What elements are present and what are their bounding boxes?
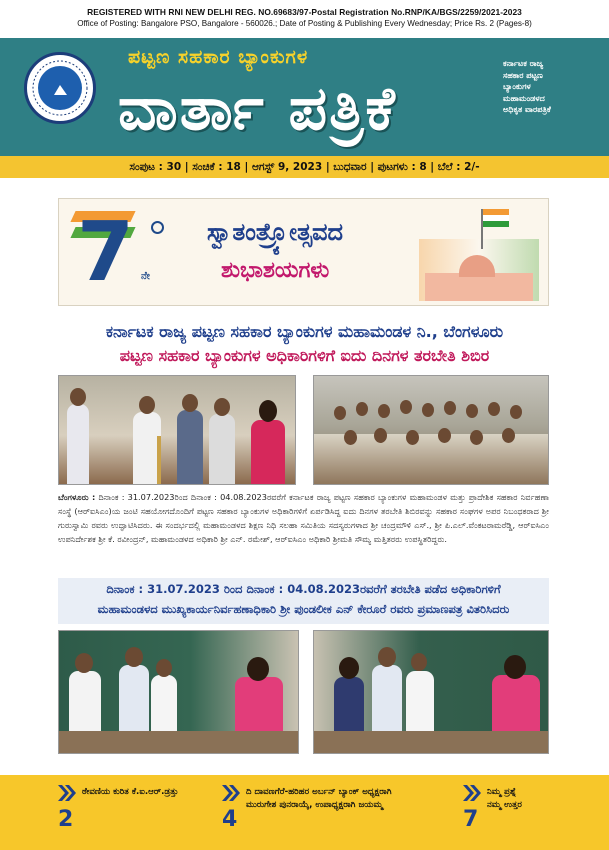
caption-line-1: ದಿನಾಂಕ : 31.07.2023 ರಿಂದ ದಿನಾಂಕ : 04.08.2023ರವರೆಗೆ ತರಬೇತಿ ಪಡೆದ ಅಧಿಕಾರಿಗಳಿಗೆ xyxy=(106,582,501,596)
footer-text-line: ನಮ್ಮ ಉತ್ತರ xyxy=(487,800,522,810)
side-note-line: ಅಧಿಕೃತ ವಾರಪತ್ರಿಕೆ xyxy=(503,105,551,114)
footer-item[interactable] xyxy=(222,785,462,845)
red-fort-illustration xyxy=(419,239,539,301)
side-note-line: ಕರ್ನಾಟಕ ರಾಜ್ಯ xyxy=(503,59,544,68)
headline-training-camp: ಪಟ್ಟಣ ಸಹಕಾರ ಬ್ಯಾಂಕುಗಳ ಅಧಿಕಾರಿಗಳಿಗೆ ಐದು ದಿನಗಳ ತರಬೇತಿ ಶಿಬಿರ xyxy=(119,346,490,365)
certificate-caption xyxy=(58,578,549,624)
double-chevron-right-icon xyxy=(463,785,481,801)
registration-line-2: Office of Posting: Bangalore PSO, Bangalore - 560026.; Date of Posting & Publishing Every Wednesday; Price Rs. 2 (Pages-8) xyxy=(77,19,532,28)
newspaper-title: ವಾರ್ತಾ ಪತ್ರಿಕೆ xyxy=(118,74,397,144)
footer-item[interactable] xyxy=(58,785,228,845)
masthead-side-note xyxy=(503,58,603,116)
footer-page-number: 7 xyxy=(463,807,479,832)
footer-item-text xyxy=(246,786,392,812)
article-text: ದಿನಾಂಕ : 31.07.2023ರಿಂದ ದಿನಾಂಕ : 04.08.2023ರವರೆಗೆ ಕರ್ನಾಟಕ ರಾಜ್ಯ ಪಟ್ಟಣ ಸಹಕಾರ ಬ್ಯಾಂಕುಗಳ ಮಹಾಮಂಡಳ ಮತ್ತು ಪ್ರಾದೇಶಿಕ ಸಹಕಾರ ನಿರ್ವಹಣಾ ಸಂಸ್ಥೆ (ಆರ್‌ಐಸಿಎಂ)ಯ ಜಂಟಿ ಸಹಯೋಗದೊಂದಿಗೆ ಪಟ್ಟಣ ಸಹಕಾರ ಬ್ಯಾಂಕುಗಳ ಅಧಿಕಾರಿಗಳಿಗೆ ಏರ್ಪಡಿಸಿದ್ದ ಐದು ದಿನಗಳ ತರಬೇತಿ ಶಿಬಿರವನ್ನು ಸಹಕಾರ ಸಂಘಗಳ ಅಪರ ನಿಬಂಧಕರಾದ ಶ್ರೀ ಗುರುಸ್ವಾಮಿ ರವರು ಉದ್ಘಾಟಿಸಿದರು. ಈ ಸಂದರ್ಭದಲ್ಲಿ ಮಹಾಮಂಡಳದ ಶಿಕ್ಷಣ ನಿಧಿ ಸಲಹಾ ಸಮಿತಿಯ ಸದಸ್ಯರುಗಳಾದ ಶ್ರೀ ಚಂದ್ರಮೌಳಿ ಎಸ್., ಶ್ರೀ ಪಿ.ಎಲ್.ವೆಂಕಟರಾಮರೆಡ್ಡಿ, ಆರ್‌ಐಸಿಎಂ ಉಪನಿರ್ದೇಶಕ ಶ್ರೀ ಕೆ. ರವೀಂದ್ರನ್, ಮಹಾಮಂಡಳದ ಅಧಿಕಾರಿ ಶ್ರೀ ಎನ್. ರಮೇಶ್, ಆರ್‌ಐಸಿಎಂ ಅಧಿಕಾರಿ ಶ್ರೀಮತಿ ಸೌಮ್ಯ ಮತ್ತಿತರರು ಉಪಸ್ಥಿತರಿದ್ದರು. xyxy=(58,492,549,544)
banner-title-line-2: ಶುಭಾಶಯಗಳು xyxy=(221,257,330,283)
ashoka-chakra-icon xyxy=(151,221,164,234)
registration-line-1: REGISTERED WITH RNI NEW DELHI REG. NO.69683/97-Postal Registration No.RNP/KA/BGS/2259/2021-2023 xyxy=(87,7,522,17)
independence-day-banner xyxy=(58,198,549,306)
photo-group-participants xyxy=(313,375,549,485)
footer-text-line: ನಿಮ್ಮ ಪ್ರಶ್ನೆ xyxy=(487,787,517,797)
india-flag-icon xyxy=(483,209,509,227)
double-chevron-right-icon xyxy=(222,785,240,801)
footer-page-number: 2 xyxy=(58,807,74,832)
footer-page-number: 4 xyxy=(222,807,238,832)
banner-number-suffix: ನೇ xyxy=(141,271,150,282)
banner-title-line-1: ಸ್ವಾತಂತ್ರ್ಯೋತ್ಸವದ xyxy=(207,217,344,246)
photo-certificate-distribution-1 xyxy=(58,630,299,754)
double-chevron-right-icon xyxy=(58,785,76,801)
federation-seal-logo xyxy=(24,52,96,124)
footer-text-line: ದಿ ದಾವಣಗೆರೆ-ಹರಿಹರ ಅರ್ಬನ್ ಬ್ಯಾಂಕ್ ಅಧ್ಯಕ್ಷರಾಗಿ xyxy=(246,787,392,797)
banner-number: 7 xyxy=(77,205,135,300)
footer-text-line: ಮುರುಗೇಶ ಪುನರಾಯ್ಕೆ, ಉಪಾಧ್ಯಕ್ಷರಾಗಿ ಜಯಮ್ಮ xyxy=(246,800,383,810)
registration-header xyxy=(0,0,609,38)
masthead xyxy=(0,38,609,173)
side-note-line: ಮಹಾಮಂಡಳದ xyxy=(503,93,545,103)
article-dateline: ಬೆಂಗಳೂರು : xyxy=(58,492,96,502)
photo-certificate-distribution-2 xyxy=(313,630,549,754)
photo-lamp-lighting xyxy=(58,375,296,485)
headline-federation: ಕರ್ನಾಟಕ ರಾಜ್ಯ ಪಟ್ಟಣ ಸಹಕಾರ ಬ್ಯಾಂಕುಗಳ ಮಹಾಮಂಡಳ ನಿ., ಬೆಂಗಳೂರು xyxy=(105,322,504,341)
footer-item-text xyxy=(487,786,522,812)
side-note-line: ಸಹಕಾರ ಪಟ್ಟಣ xyxy=(503,70,543,80)
caption-line-2: ಮಹಾಮಂಡಳದ ಮುಖ್ಯಕಾರ್ಯನಿರ್ವಹಣಾಧಿಕಾರಿ ಶ್ರೀ ಪುಂಡಲೀಕ ಎನ್ ಕೇರೂರೆ ರವರು ಪ್ರಮಾಣಪತ್ರ ವಿತರಿಸಿದರು xyxy=(97,602,510,616)
footer-item[interactable] xyxy=(463,785,583,845)
side-note-line: ಬ್ಯಾಂಕುಗಳ xyxy=(503,82,531,91)
masthead-kicker: ಪಟ್ಟಣ ಸಹಕಾರ ಬ್ಯಾಂಕುಗಳ xyxy=(128,46,309,68)
footer-item-text: ಠೇವಣಿಯ ಕುರಿತ ಕೆ.ಐ.ಆರ್.ಡ್ರತ್ತು xyxy=(82,787,179,797)
seal-ring xyxy=(27,55,93,121)
issue-info-strip: ಸಂಪುಟ : 30 | ಸಂಚಿಕೆ : 18 | ಆಗಸ್ಟ್ 9, 2023 | ಬುಧವಾರ | ಪುಟಗಳು : 8 | ಬೆಲೆ : 2/- xyxy=(0,156,609,178)
article-body xyxy=(58,490,549,546)
footer-index xyxy=(0,775,609,850)
